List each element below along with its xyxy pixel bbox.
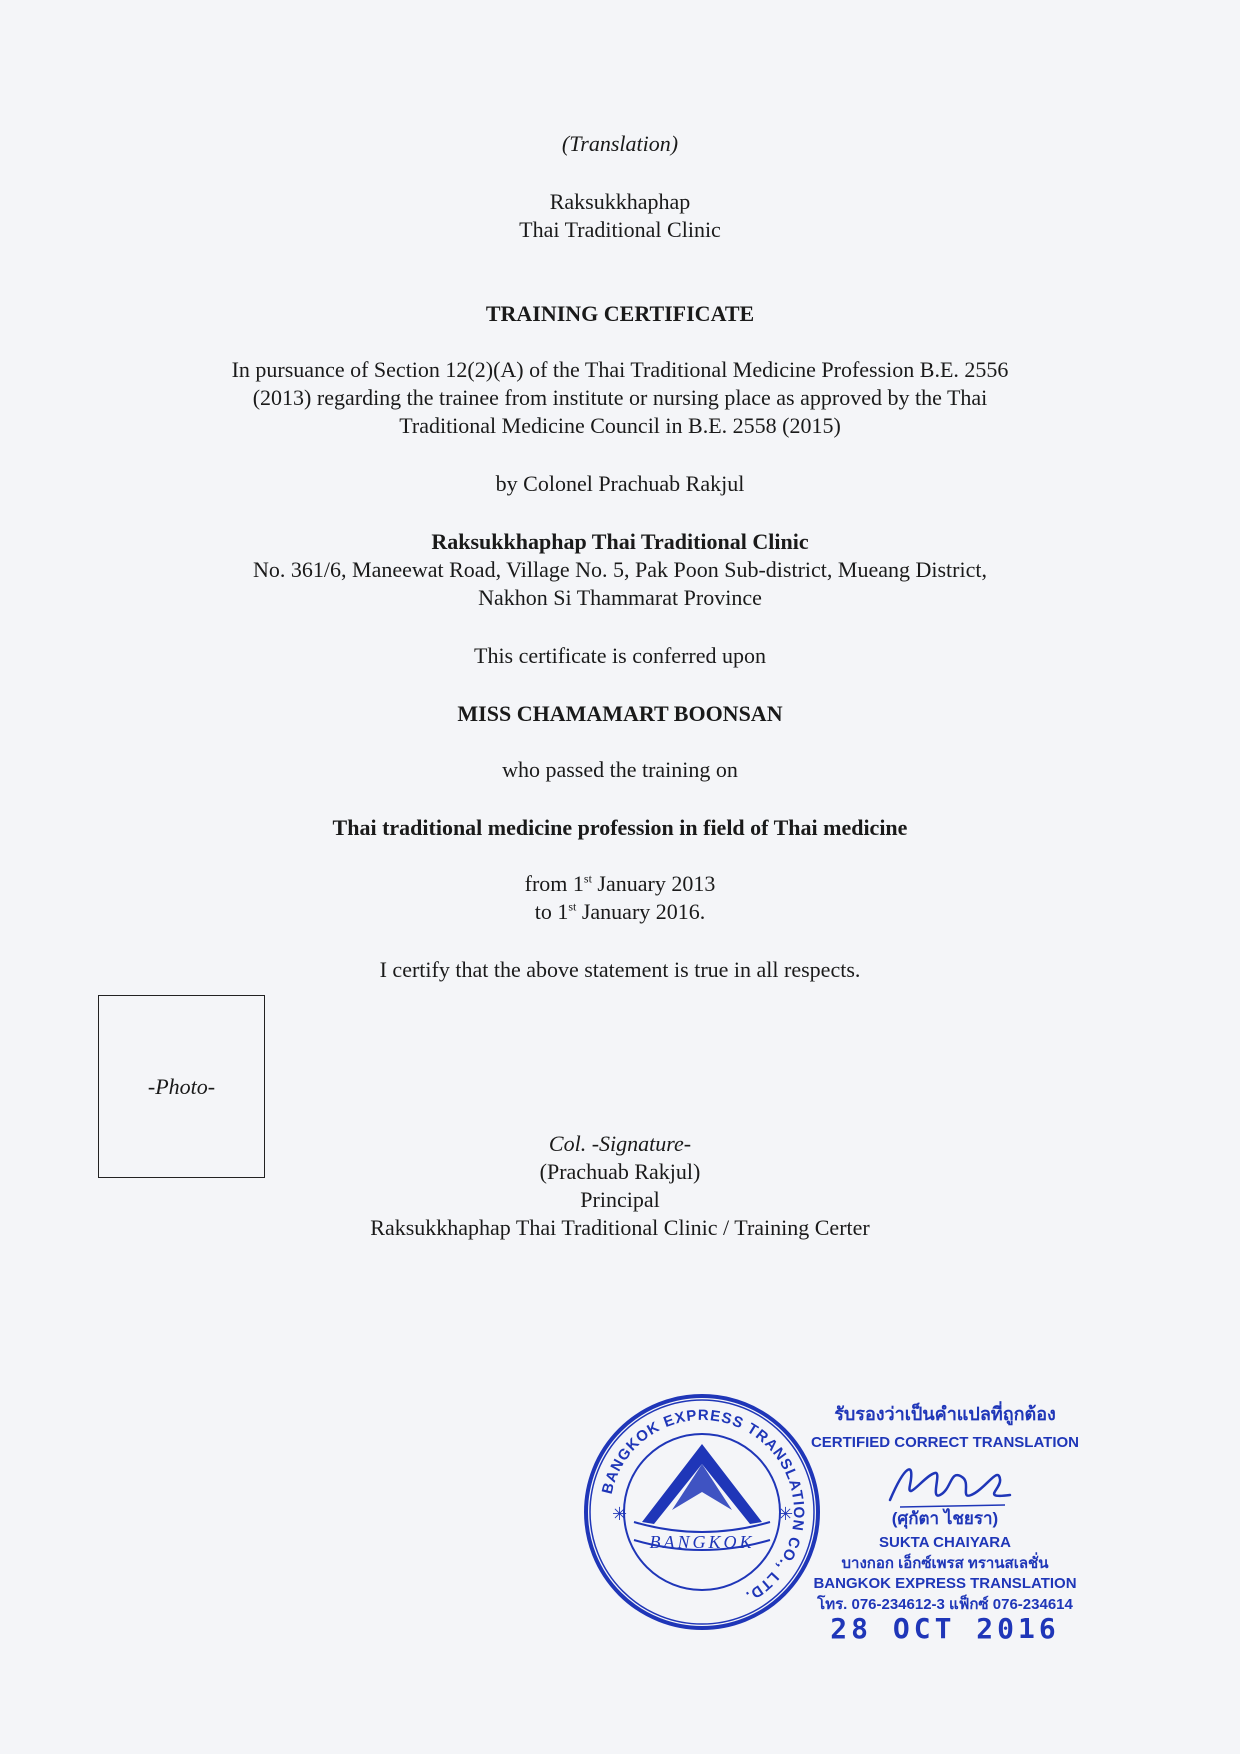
photo-placeholder-label: -Photo-: [147, 1073, 216, 1099]
institution-block: [0, 528, 1240, 612]
asterisk-icon: ✳: [612, 1504, 628, 1524]
issued-by: by Colonel Prachuab Rakjul: [495, 471, 745, 496]
recipient-name: MISS CHAMAMART BOONSAN: [457, 701, 783, 726]
signature-block: [0, 1130, 1240, 1242]
seal-ring-text: BANGKOK EXPRESS TRANSLATION CO., LTD.: [598, 1406, 808, 1606]
certify-statement: I certify that the above statement is true in all respects.: [379, 957, 861, 982]
translator-thai-name: (ศุกัตา ไชยรา): [891, 1509, 999, 1528]
pursuance-line: (2013) regarding the trainee from institute or nursing place as approved by the Thai: [252, 385, 988, 410]
certified-english: CERTIFIED CORRECT TRANSLATION: [810, 1434, 1080, 1451]
translation-label: (Translation): [561, 131, 679, 156]
passed-text: who passed the training on: [502, 757, 738, 782]
period-from: from 1st January 2013: [524, 871, 716, 896]
institution-address-line2: Nakhon Si Thammarat Province: [478, 585, 762, 610]
pursuance-line: Traditional Medicine Council in B.E. 2558 (2015): [399, 413, 841, 438]
conferred-text: This certificate is conferred upon: [474, 643, 766, 668]
training-period: [0, 870, 1240, 926]
stamp-date: 28 OCT 2016: [830, 1612, 1060, 1645]
company-thai-name: บางกอก เอ็กซ์เพรส ทรานสเลชั่น: [841, 1555, 1049, 1572]
clinic-heading: [0, 188, 1240, 244]
certified-thai: รับรองว่าเป็นคำแปลที่ถูกต้อง: [834, 1404, 1056, 1424]
seal-center-text: BANGKOK: [649, 1532, 755, 1552]
institution-address-line1: No. 361/6, Maneewat Road, Village No. 5, Pak Poon Sub-district, Mueang District,: [253, 557, 987, 582]
course-name: Thai traditional medicine profession in field of Thai medicine: [332, 815, 908, 840]
certificate-title: TRAINING CERTIFICATE: [485, 301, 755, 326]
signatory-organization: Raksukkhaphap Thai Traditional Clinic / Training Certer: [370, 1215, 870, 1240]
company-english-name: BANGKOK EXPRESS TRANSLATION: [813, 1575, 1077, 1592]
company-phone: โทร. 076-234612-3 แฟ็กซ์ 076-234614: [817, 1596, 1073, 1613]
signatory-position: Principal: [580, 1187, 660, 1212]
signatory-name: (Prachuab Rakjul): [539, 1159, 701, 1184]
signature-line: Col. -Signature-: [548, 1131, 692, 1156]
header-block: [0, 130, 1240, 158]
translator-english-name: SUKTA CHAIYARA: [879, 1534, 1011, 1551]
translator-signature-icon: [880, 1455, 1020, 1515]
clinic-name-line1: Raksukkhaphap: [549, 189, 691, 214]
asterisk-icon: ✳: [778, 1504, 794, 1524]
pursuance-paragraph: [0, 356, 1240, 440]
translation-seal-icon: [582, 1392, 822, 1632]
period-to: to 1st January 2016.: [534, 899, 706, 924]
institution-name: Raksukkhaphap Thai Traditional Clinic: [431, 529, 809, 554]
clinic-name-line2: Thai Traditional Clinic: [519, 217, 721, 242]
pursuance-line: In pursuance of Section 12(2)(A) of the Thai Traditional Medicine Profession B.E. 2556: [231, 357, 1009, 382]
